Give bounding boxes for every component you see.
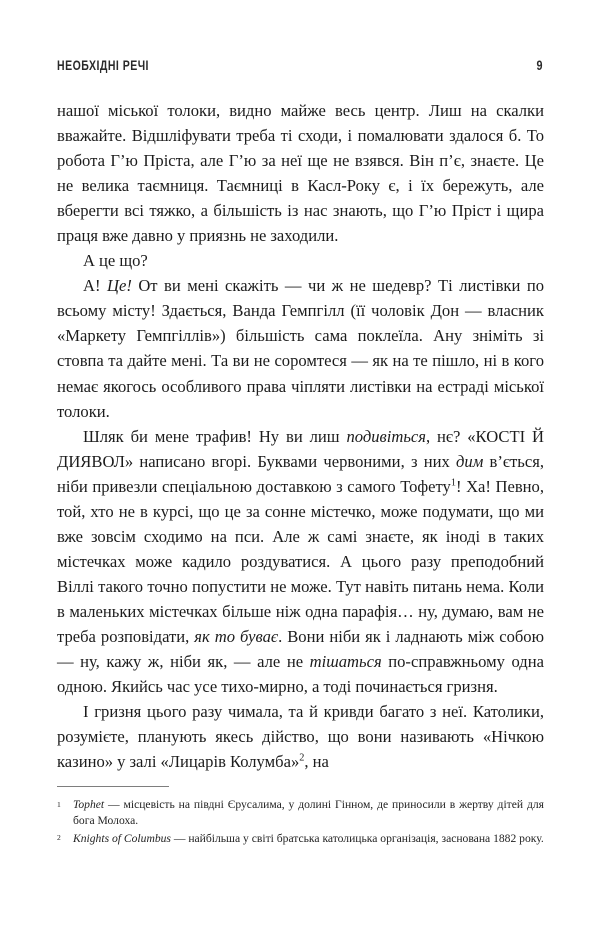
footnote-item (57, 831, 544, 847)
footnote-reference[interactable]: 2 (299, 752, 305, 764)
text-run: І гризня цього разу чимала, та й кривди багато з неї. Католики, розумієте, планують якесь дійство, що вони називають «Нічкою казино» у залі «Лицарів Колумба» (57, 702, 544, 772)
text-run: А! (83, 276, 107, 296)
emphasis-text: Knights of Columbus (73, 831, 171, 845)
paragraph (57, 248, 544, 273)
text-run: — найбільша у світі братська католицька організація, заснована 1882 року. (170, 831, 544, 845)
text-run: От ви мені скажіть — чи ж не шедевр? Ті листівки по всьому місту! Здається, Ванда Гемпгілл (її чоловік Дон — власник «Маркету Гемпгіллів») більшість сама поклеїла. Ану зніміть зі стовпа та дайте мені. Та ви не соромтеся — як на те пішло, ні в кого немає якогось особливого права чіпляти листівки на естраді міської толоки. (57, 276, 545, 421)
text-run: нашої міської толоки, видно майже весь центр. Лиш на скалки вважайте. Відшліфувати треба ті сходи, і помалювати здалося б. То робота Г’ю Пріста, але Г’ю за неї ще не взявся. Він п’є, знаєте. Це не велика таємниця. Таємниці в Касл-Року є, і їх бережуть, але вберегти всі тяжко, а більшість із нас знають, що Г’ю Пріст і щира праця вже давно у приязнь не заходили. (57, 101, 544, 246)
emphasis-text: подивіться (346, 426, 426, 446)
text-run: , на (304, 752, 329, 772)
footnote-item (57, 797, 544, 830)
footnote-reference[interactable]: 1 (450, 477, 456, 489)
emphasis-text: Це! (106, 276, 132, 296)
paragraph (57, 424, 544, 700)
text-run: А це що? (83, 251, 148, 271)
text-run: в’ється, ніби привезли спеціальною доставкою з самого Тофету (57, 451, 544, 496)
paragraph (57, 98, 544, 248)
paragraph (57, 699, 544, 774)
text-run: , нє? «КОСТІ Й ДИЯВОЛ» написано вгорі. Буквами червоними, з них (57, 426, 544, 471)
footnotes-section (57, 786, 544, 848)
paragraph (57, 273, 544, 423)
emphasis-text: дим (456, 451, 484, 471)
text-run: — місцевість на півдні Єрусалима, у долині Гінном, де приносили в жертву дітей для бога Молоха. (73, 798, 544, 828)
footnote-marker: 1 (57, 799, 61, 809)
text-run: по-справжньому одна одною. Якийсь час усе тихо-мирно, а тоді починається гризня. (57, 652, 544, 697)
emphasis-text: як то буває (194, 626, 279, 646)
footnote-list (57, 797, 544, 847)
text-run: ! Ха! Певно, той, хто не в курсі, що це за сонне містечко, може подумати, що ми вже зовсім сходимо на пси. Але ж самі знаєте, як іноді в таких містечках може кадило роздуватися. А цього разу преподобний Віллі такого точно попустити не може. Тут навіть питань нема. Коли в маленьких містечках більше ніж одна парафія… ну, думаю, вам не треба розповідати, (57, 476, 544, 646)
page-number: 9 (536, 58, 543, 73)
text-run: Шляк би мене трафив! Ну ви лиш (83, 426, 347, 446)
running-head (57, 58, 543, 78)
emphasis-text: Tophet (73, 798, 105, 811)
body-text-column (57, 98, 544, 774)
emphasis-text: тішаться (309, 652, 382, 672)
running-head-title: НЕОБХІДНІ РЕЧІ (57, 58, 149, 73)
footnote-separator-rule (57, 786, 169, 787)
footnote-marker: 2 (57, 833, 61, 843)
text-run: . Вони ніби як і ладнають між собою — ну, кажу ж, ніби як, — але не (57, 626, 544, 672)
